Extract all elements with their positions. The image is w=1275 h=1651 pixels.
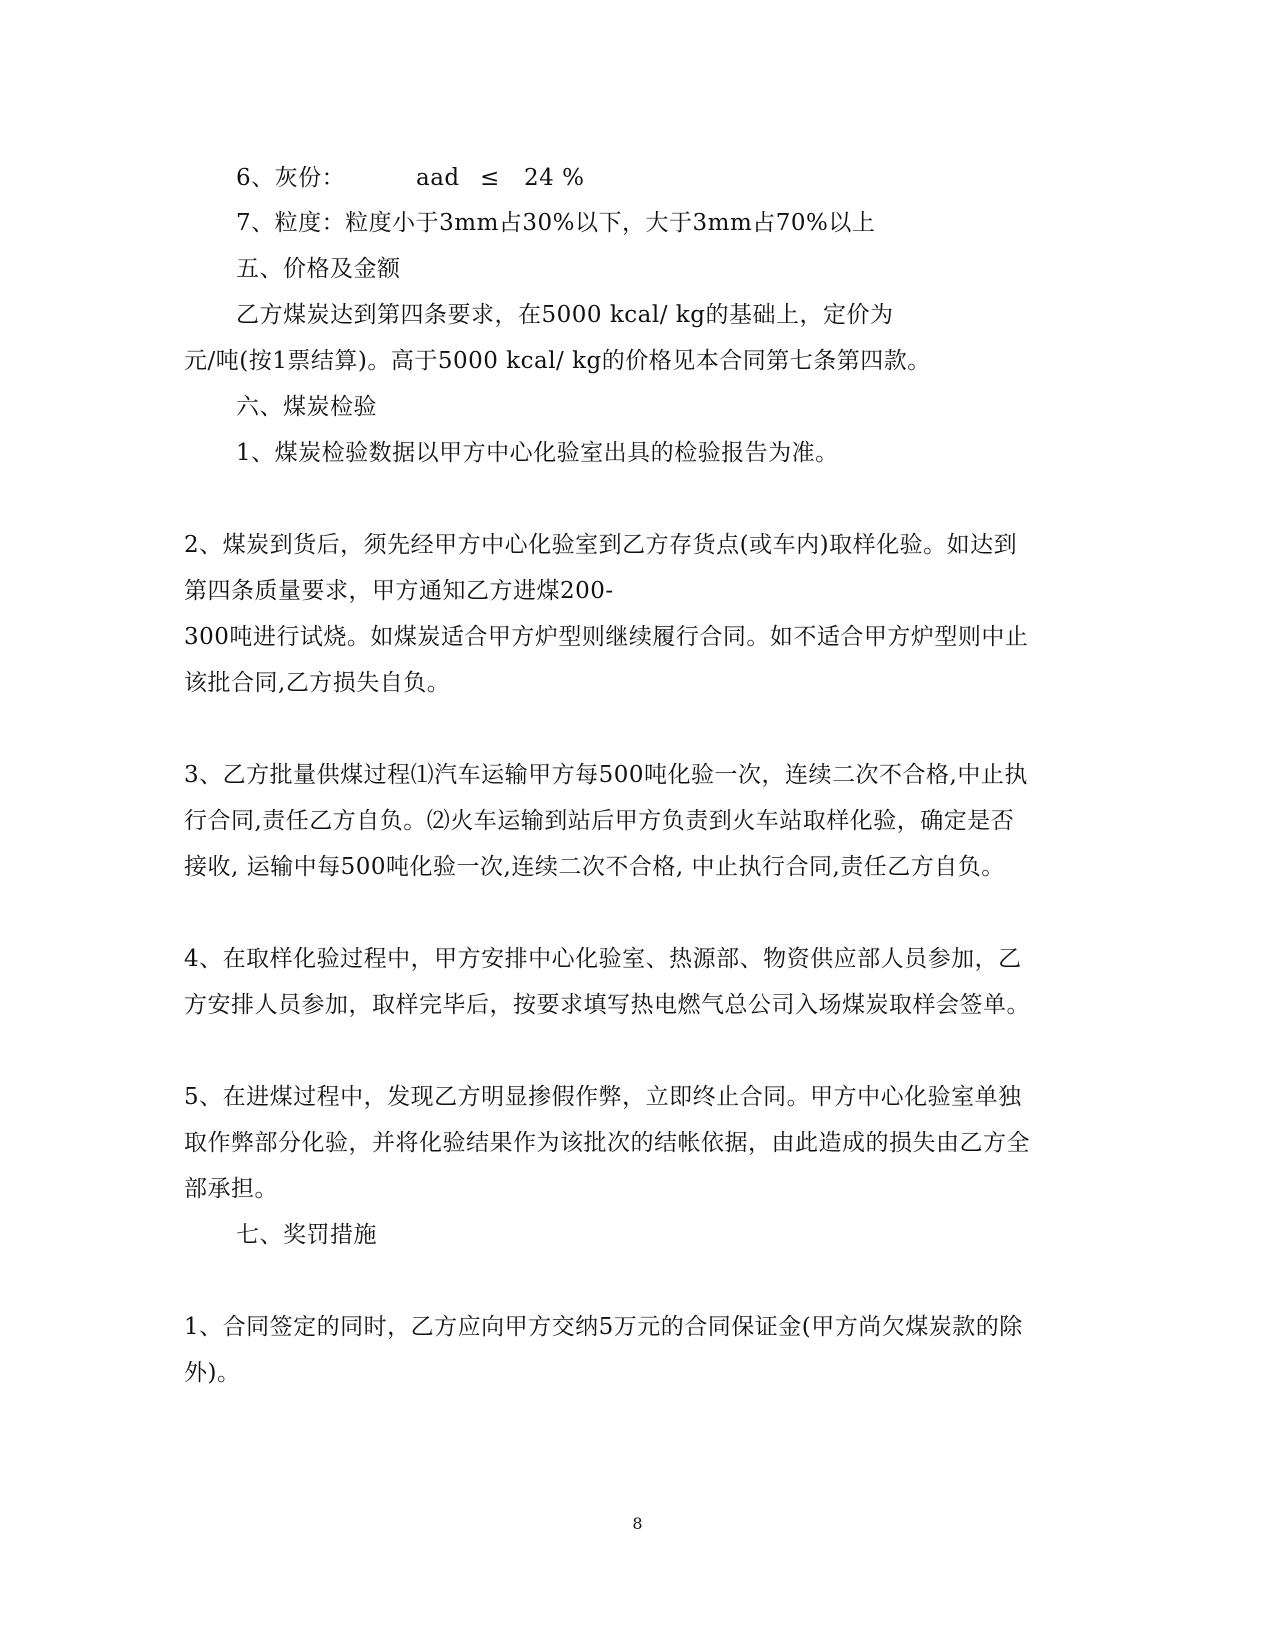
paragraph-line: 第四条质量要求，甲方通知乙方进煤200-: [184, 578, 614, 604]
paragraph-line: 行合同,责任乙方自负。⑵火车运输到站后甲方负责到火车站取样化验，确定是否: [184, 808, 1015, 834]
paragraph-line: 部承担。: [184, 1176, 278, 1202]
paragraph-line: 1、煤炭检验数据以甲方中心化验室出具的检验报告为准。: [236, 440, 839, 466]
page-number: 8: [632, 1514, 643, 1533]
ash-operator: ≤: [480, 165, 500, 191]
paragraph-line: 乙方煤炭达到第四条要求，在5000 kcal/ kg的基础上，定价为: [236, 302, 894, 328]
paragraph-line: 接收, 运输中每500吨化验一次,连续二次不合格, 中止执行合同,责任乙方自负。: [184, 854, 1005, 880]
paragraph-line: 元/吨(按1票结算)。高于5000 kcal/ kg的价格见本合同第七条第四款。: [184, 348, 931, 374]
section-heading-penalties: 七、奖罚措施: [236, 1222, 377, 1248]
ash-spec-line: [236, 163, 584, 193]
ash-symbol: aad: [416, 165, 460, 191]
paragraph-line: 1、合同签定的同时，乙方应向甲方交纳5万元的合同保证金(甲方尚欠煤炭款的除: [184, 1314, 1023, 1340]
paragraph-line: 外)。: [184, 1360, 241, 1386]
paragraph-line: 3、乙方批量供煤过程⑴汽车运输甲方每500吨化验一次，连续二次不合格,中止执: [184, 762, 1028, 788]
section-heading-inspection: 六、煤炭检验: [236, 394, 377, 420]
paragraph-line: 取作弊部分化验，并将化验结果作为该批次的结帐依据，由此造成的损失由乙方全: [184, 1130, 1030, 1156]
ash-label: 6、灰份：: [236, 165, 346, 191]
paragraph-line: 该批合同,乙方损失自负。: [184, 670, 451, 696]
paragraph-line: 方安排人员参加，取样完毕后，按要求填写热电燃气总公司入场煤炭取样会签单。: [184, 992, 1030, 1018]
paragraph-line: 300吨进行试烧。如煤炭适合甲方炉型则继续履行合同。如不适合甲方炉型则中止: [184, 624, 1029, 650]
granularity-line: 7、粒度：粒度小于3mm占30%以下，大于3mm占70%以上: [236, 210, 876, 236]
paragraph-line: 4、在取样化验过程中，甲方安排中心化验室、热源部、物资供应部人员参加，乙: [184, 946, 1022, 972]
ash-value: 24 %: [524, 165, 585, 191]
section-heading-price: 五、价格及金额: [236, 256, 401, 282]
paragraph-line: 5、在进煤过程中，发现乙方明显掺假作弊，立即终止合同。甲方中心化验室单独: [184, 1084, 1022, 1110]
paragraph-line: 2、煤炭到货后，须先经甲方中心化验室到乙方存货点(或车内)取样化验。如达到: [184, 532, 1018, 558]
